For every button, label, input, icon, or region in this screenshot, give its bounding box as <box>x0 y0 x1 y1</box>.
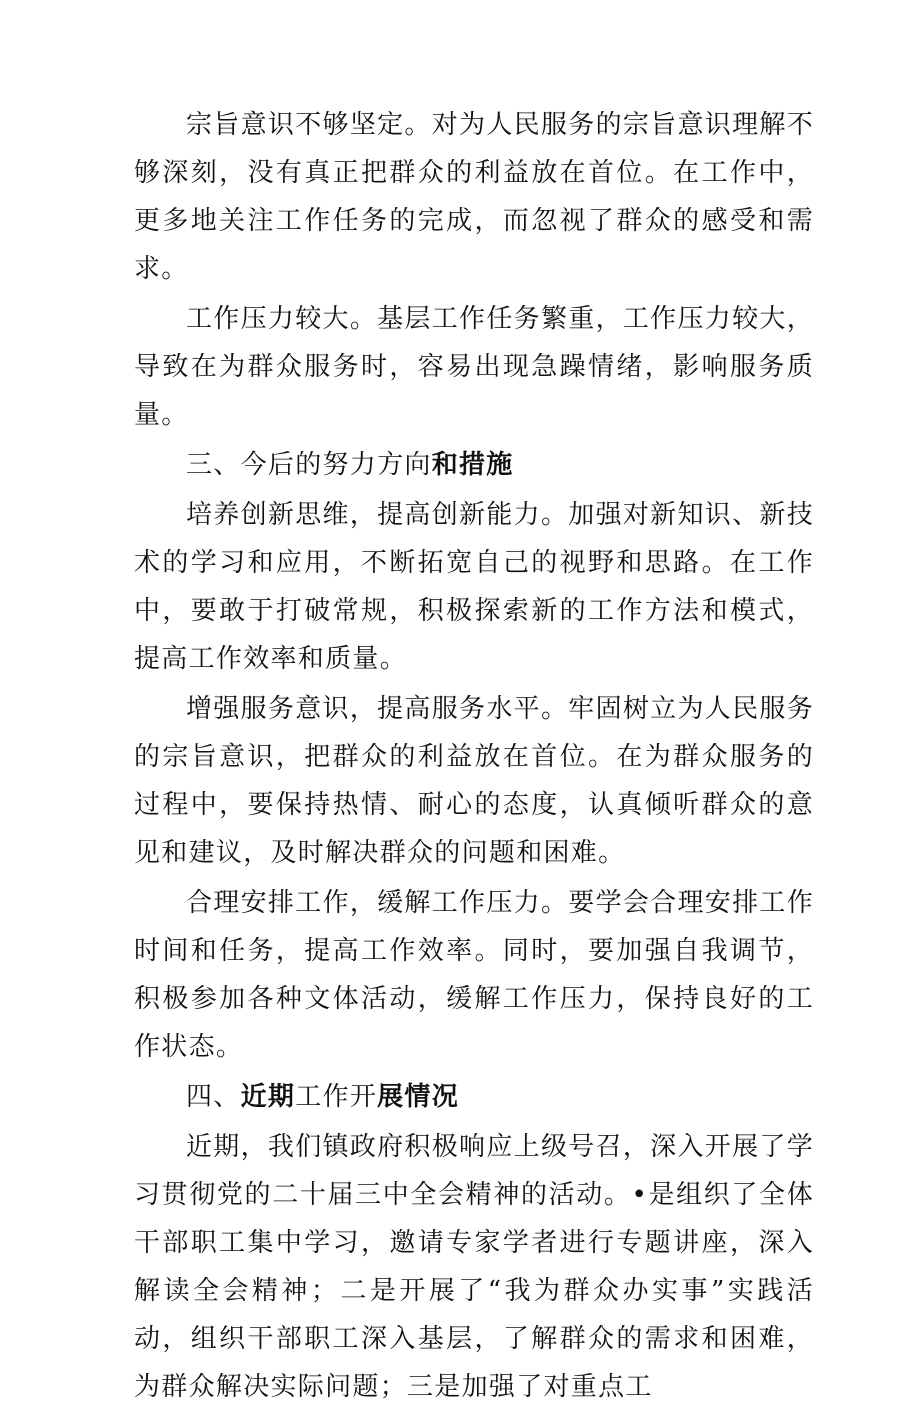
section-heading-3-plain: 三、今后的努力方向 <box>186 450 432 480</box>
paragraph-arrange-work: 合理安排工作，缓解工作压力。要学会合理安排工作时间和任务，提高工作效率。同时，要加强自我调节，积极参加各种文体活动，缓解工作压力，保持良好的工作状态。 <box>134 888 814 1062</box>
section-heading-3-bold: 和措施 <box>431 450 514 480</box>
paragraph-innovation: 培养创新思维，提高创新能力。加强对新知识、新技术的学习和应用，不断拓宽自己的视野和思路。在工作中，要敢于打破常规，积极探索新的工作方法和模式，提高工作效率和质量。 <box>134 500 814 674</box>
section-heading-4-part-4: 展情况 <box>377 1082 460 1112</box>
section-heading-4-part-3: 工作开 <box>295 1082 378 1112</box>
document-body <box>134 101 814 1413</box>
section-heading-4 <box>134 1073 814 1121</box>
section-heading-4-part-1: 四、 <box>186 1082 241 1112</box>
paragraph-work-pressure: 工作压力较大。基层工作任务繁重，工作压力较大，导致在为群众服务时，容易出现急躁情绪，影响服务质量。 <box>134 304 814 430</box>
paragraph-purpose-awareness: 宗旨意识不够坚定。对为人民服务的宗旨意识理解不够深刻，没有真正把群众的利益放在首位。在工作中，更多地关注工作任务的完成，而忽视了群众的感受和需求。 <box>134 110 814 284</box>
section-heading-4-part-2: 近期 <box>240 1082 296 1112</box>
paragraph-service-awareness: 增强服务意识，提高服务水平。牢固树立为人民服务的宗旨意识，把群众的利益放在首位。在为群众服务的过程中，要保持热情、耐心的态度，认真倾听群众的意见和建议，及时解决群众的问题和困难。 <box>134 694 814 868</box>
paragraph-recent-work: 近期，我们镇政府积极响应上级号召，深入开展了学习贯彻党的二十届三中全会精神的活动。•是组织了全体干部职工集中学习，邀请专家学者进行专题讲座，深入解读全会精神；二是开展了“我为群众办实事”实践活动，组织干部职工深入基层，了解群众的需求和困难，为群众解决实际问题；三是加强了对重点工 <box>134 1132 814 1402</box>
section-heading-3 <box>134 441 814 489</box>
